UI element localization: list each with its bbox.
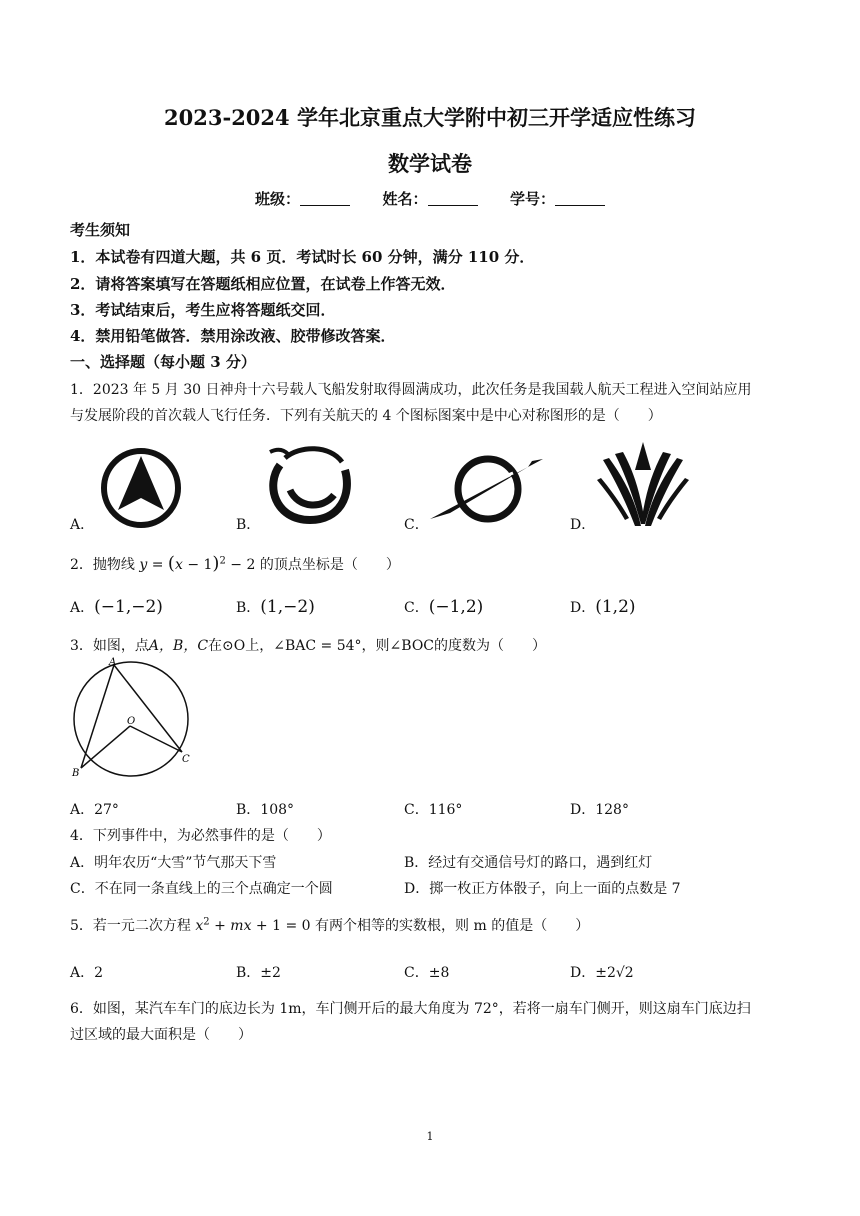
circle-diagram	[64, 656, 198, 778]
q5-option-d[interactable]: D．±2√2	[570, 965, 634, 981]
q5-formula: $x^2$ + mx + 1 = 0	[195, 916, 311, 934]
name-label: 姓名：	[382, 190, 428, 208]
q4-option-a[interactable]: A．明年农历“大雪”节气那天下雪	[70, 855, 277, 871]
q3-points: A，B，C	[148, 638, 209, 654]
section-heading: 一、选择题（每小题 3 分）	[70, 353, 256, 371]
q5-option-a[interactable]: A．2	[70, 965, 104, 981]
q5-option-d-value: ±2√2	[595, 965, 634, 981]
point-a-label: A	[109, 657, 117, 668]
notice-item-1: 1．本试卷有四道大题，共 6 页．考试时长 60 分钟，满分 110 分．	[70, 248, 535, 266]
arrowhead-circle-icon	[100, 448, 182, 528]
q5-stem: 5．若一元二次方程 $x^2$ + mx + 1 = 0 有两个相等的实数根，则 m 的值是（ ）	[70, 916, 590, 934]
exam-title: 2023-2024 学年北京重点大学附中初三开学适应性练习	[164, 105, 696, 130]
q2-stem	[70, 553, 400, 574]
point-o-label: O	[127, 716, 136, 727]
q4-option-d[interactable]: D．掷一枚正方体骰子，向上一面的点数是 7	[404, 881, 681, 897]
q1-line-2: 与发展阶段的首次载人飞行任务．下列有关航天的 4 个图标图案中是中心对称图形的是（ ）	[70, 408, 662, 424]
swirl-ring-icon	[260, 440, 355, 525]
class-blank[interactable]	[300, 191, 350, 206]
q4-option-c[interactable]: C．不在同一条直线上的三个点确定一个圆	[70, 881, 333, 897]
q2-option-c[interactable]: C．(−1,2)	[404, 597, 484, 617]
q2-option-a[interactable]: A．(−1,−2)	[70, 597, 163, 617]
q1-line-1: 1．2023 年 5 月 30 日神舟十六号载人飞船发射取得圆满成功，此次任务是我国载人航天工程进入空间站应用	[70, 382, 752, 398]
page-number: 1	[426, 1130, 434, 1143]
rocket-plume-icon	[595, 440, 691, 528]
point-b-label: B	[72, 768, 80, 778]
q2-formula: $y = (x - 1)^2 - 2$	[139, 553, 256, 574]
q6-line-1: 6．如图，某汽车车门的底边长为 1m，车门侧开后的最大角度为 72°，若将一扇车门侧开，则这扇车门底边扫	[70, 1001, 751, 1017]
q3-option-d[interactable]: D．128°	[570, 802, 629, 818]
notice-item-2: 2．请将答案填写在答题纸相应位置，在试卷上作答无效．	[70, 275, 456, 293]
point-c-label: C	[182, 754, 190, 765]
q1-option-c[interactable]: C．	[404, 517, 429, 533]
q3-stem: 3．如图，点A，B，C在⊙O上，∠BAC = 54°，则∠BOC的度数为（ ）	[70, 638, 547, 654]
q2-prefix: 2．抛物线	[70, 557, 135, 573]
q2-option-d[interactable]: D．(1,2)	[570, 597, 636, 617]
q2-option-b[interactable]: B．(1,−2)	[236, 597, 315, 617]
student-info-line	[0, 188, 860, 209]
class-label: 班级：	[255, 190, 301, 208]
q1-option-a[interactable]: A．	[70, 517, 95, 533]
exam-subtitle: 数学试卷	[388, 151, 472, 176]
q2-suffix: 的顶点坐标是（ ）	[259, 557, 400, 573]
q4-option-b[interactable]: B．经过有交通信号灯的路口，遇到红灯	[404, 855, 653, 871]
id-label: 学号：	[509, 190, 555, 208]
q1-option-d[interactable]: D．	[570, 517, 596, 533]
id-blank[interactable]	[555, 191, 605, 206]
name-blank[interactable]	[428, 191, 478, 206]
q6-line-2: 过区域的最大面积是（ ）	[70, 1027, 252, 1043]
q3-option-c[interactable]: C．116°	[404, 802, 463, 818]
q5-option-b[interactable]: B．±2	[236, 965, 281, 981]
notice-heading: 考生须知	[70, 221, 131, 239]
saturn-ring-icon	[428, 453, 548, 525]
q3-option-a[interactable]: A．27°	[70, 802, 119, 818]
notice-item-3: 3．考试结束后，考生应将答题纸交回．	[70, 301, 336, 319]
q3-option-b[interactable]: B．108°	[236, 802, 295, 818]
q4-stem: 4．下列事件中，为必然事件的是（ ）	[70, 828, 331, 844]
notice-item-4: 4．禁用铅笔做答．禁用涂改液、胶带修改答案．	[70, 327, 396, 345]
q1-option-b[interactable]: B．	[236, 517, 261, 533]
q5-option-c[interactable]: C．±8	[404, 965, 450, 981]
